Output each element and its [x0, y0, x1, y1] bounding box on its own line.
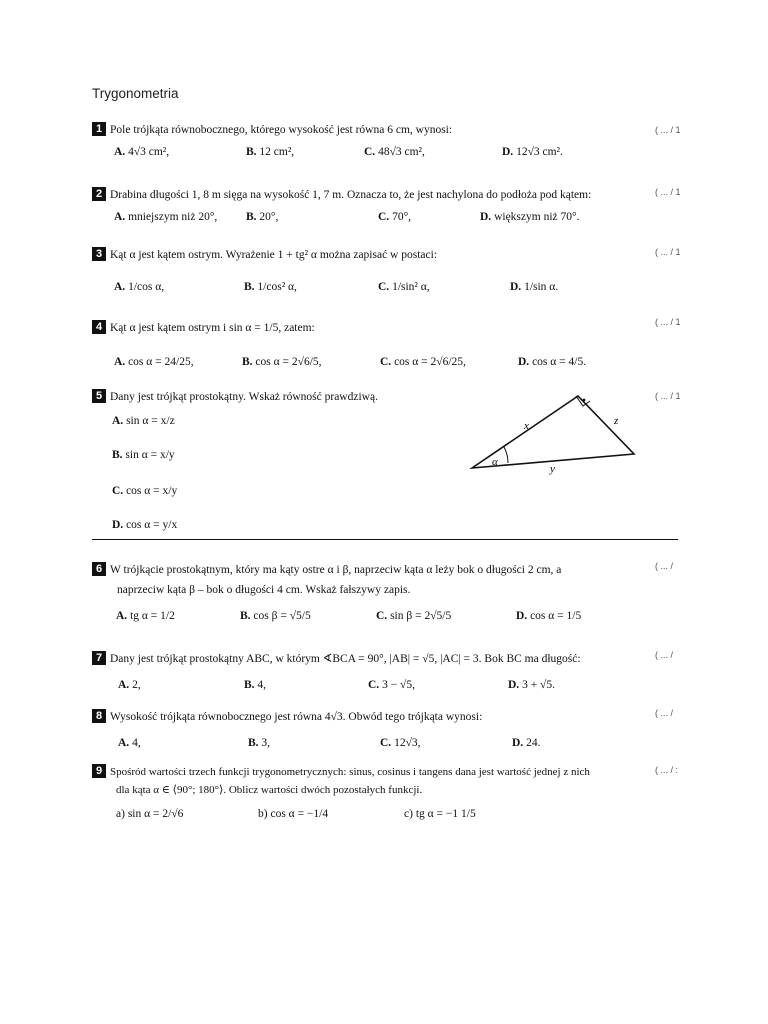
- option-b[interactable]: B. cos α = 2√6/5,: [242, 356, 322, 368]
- option-d[interactable]: D. cos α = 4/5.: [518, 356, 587, 368]
- question-text: W trójkącie prostokątnym, który ma kąty ostre α i β, naprzeciw kąta α leży bok o długości 2 cm, a: [110, 564, 562, 576]
- task-question: [92, 320, 692, 336]
- option-d[interactable]: D. cos α = y/x: [112, 519, 178, 531]
- option-d[interactable]: D. większym niż 70°.: [480, 211, 580, 223]
- option-d[interactable]: D. 24.: [512, 737, 541, 749]
- option-c[interactable]: C. cos α = 2√6/25,: [380, 356, 466, 368]
- task-1: [92, 122, 692, 168]
- answer-options: [92, 679, 692, 701]
- task-number: 6: [92, 562, 106, 576]
- question-text: Wysokość trójkąta równobocznego jest równa 4√3. Obwód tego trójkąta wynosi:: [110, 711, 483, 723]
- score-field: ( ... / 1: [655, 317, 681, 327]
- question-text: Pole trójkąta równobocznego, którego wysokość jest równa 6 cm, wynosi:: [110, 124, 453, 136]
- task-question: [92, 651, 692, 667]
- option-b[interactable]: B. 1/cos² α,: [244, 281, 297, 293]
- score-field: ( ... / 1: [655, 187, 681, 197]
- side-y-label: y: [550, 463, 555, 475]
- task-question: [92, 122, 692, 138]
- option-b[interactable]: B. cos β = √5/5: [240, 610, 311, 622]
- option-c[interactable]: C. 70°,: [378, 211, 412, 223]
- score-field: ( ... /: [655, 561, 673, 571]
- task-2: [92, 187, 692, 233]
- question-text: Dany jest trójkąt prostokątny ABC, w którym ∢BCA = 90°, |AB| = √5, |AC| = 3. Bok BC ma długość:: [110, 653, 581, 665]
- task-question: [92, 187, 692, 203]
- option-d[interactable]: D. cos α = 1/5: [516, 610, 582, 622]
- task-number: 8: [92, 709, 106, 723]
- option-a[interactable]: A. 4√3 cm²,: [114, 146, 170, 158]
- right-triangle-figure: [466, 390, 642, 476]
- score-field: ( ... / :: [655, 765, 679, 775]
- page-title: Trygonometria: [92, 86, 179, 101]
- task-3: [92, 247, 692, 303]
- answer-options: [92, 610, 692, 632]
- option-b[interactable]: B. 20°,: [246, 211, 279, 223]
- option-a[interactable]: A. cos α = 24/25,: [114, 356, 194, 368]
- option-c[interactable]: c) tg α = −1 1/5: [404, 808, 476, 820]
- task-question: [92, 709, 692, 725]
- task-number: 1: [92, 122, 106, 136]
- task-8: [92, 709, 692, 759]
- option-b[interactable]: B. 12 cm²,: [246, 146, 295, 158]
- option-b[interactable]: b) cos α = −1/4: [258, 808, 329, 820]
- option-b[interactable]: B. 4,: [244, 679, 267, 691]
- task-number: 5: [92, 389, 106, 403]
- task-4: [92, 320, 692, 378]
- score-field: ( ... /: [655, 708, 673, 718]
- answer-options: [92, 281, 692, 303]
- side-z-label: z: [614, 415, 619, 427]
- task-question: [92, 562, 692, 578]
- option-c[interactable]: C. 48√3 cm²,: [364, 146, 425, 158]
- question-text: Dany jest trójkąt prostokątny. Wskaż równość prawdziwą.: [110, 391, 378, 403]
- section-divider: [92, 539, 678, 540]
- option-c[interactable]: C. 12√3,: [380, 737, 421, 749]
- question-text: Drabina długości 1, 8 m sięga na wysokość 1, 7 m. Oznacza to, że jest nachylona do podłoża pod kątem:: [110, 189, 592, 201]
- question-text: Kąt α jest kątem ostrym. Wyrażenie 1 + tg² α można zapisać w postaci:: [110, 249, 438, 261]
- answer-options: [92, 737, 692, 759]
- question-text-line-2: dla kąta α ∈ ⟨90°; 180°⟩. Oblicz wartości dwóch pozostałych funkcji.: [116, 784, 423, 796]
- answer-options: [92, 808, 692, 830]
- task-number: 4: [92, 320, 106, 334]
- option-a[interactable]: A. 4,: [118, 737, 141, 749]
- task-6: [92, 562, 692, 632]
- right-angle-dot: [583, 399, 586, 402]
- task-number: 2: [92, 187, 106, 201]
- option-c[interactable]: C. cos α = x/y: [112, 485, 178, 497]
- option-a[interactable]: A. mniejszym niż 20°,: [114, 211, 218, 223]
- option-d[interactable]: D. 3 + √5.: [508, 679, 555, 691]
- option-a[interactable]: A. 1/cos α,: [114, 281, 165, 293]
- option-a[interactable]: a) sin α = 2/√6: [116, 808, 184, 820]
- answer-options: [92, 146, 692, 168]
- angle-arc: [504, 447, 508, 463]
- score-field: ( ... / 1: [655, 125, 681, 135]
- task-number: 7: [92, 651, 106, 665]
- score-field: ( ... / 1: [655, 247, 681, 257]
- option-a[interactable]: A. sin α = x/z: [112, 415, 175, 427]
- option-c[interactable]: C. 3 − √5,: [368, 679, 415, 691]
- task-question: [92, 764, 692, 780]
- task-number: 9: [92, 764, 106, 778]
- score-field: ( ... / 1: [655, 391, 681, 401]
- answer-options: [92, 356, 692, 378]
- option-d[interactable]: D. 1/sin α.: [510, 281, 559, 293]
- option-b[interactable]: B. sin α = x/y: [112, 449, 175, 461]
- option-a[interactable]: A. 2,: [118, 679, 141, 691]
- task-7: [92, 651, 692, 701]
- answer-options: [92, 211, 692, 233]
- task-number: 3: [92, 247, 106, 261]
- question-text: Kąt α jest kątem ostrym i sin α = 1/5, zatem:: [110, 322, 315, 334]
- task-question: [92, 247, 692, 263]
- angle-label: α: [492, 456, 498, 468]
- option-d[interactable]: D. 12√3 cm².: [502, 146, 563, 158]
- option-a[interactable]: A. tg α = 1/2: [116, 610, 175, 622]
- option-c[interactable]: C. 1/sin² α,: [378, 281, 430, 293]
- score-field: ( ... /: [655, 650, 673, 660]
- task-9: [92, 764, 692, 830]
- option-c[interactable]: C. sin β = 2√5/5: [376, 610, 452, 622]
- side-x-label: x: [524, 420, 529, 432]
- question-text-line-2: naprzeciw kąta β – bok o długości 4 cm. Wskaż fałszywy zapis.: [117, 584, 411, 596]
- option-b[interactable]: B. 3,: [248, 737, 271, 749]
- question-text: Spośród wartości trzech funkcji trygonometrycznych: sinus, cosinus i tangens dana jest wartość jednej z nich: [110, 766, 590, 778]
